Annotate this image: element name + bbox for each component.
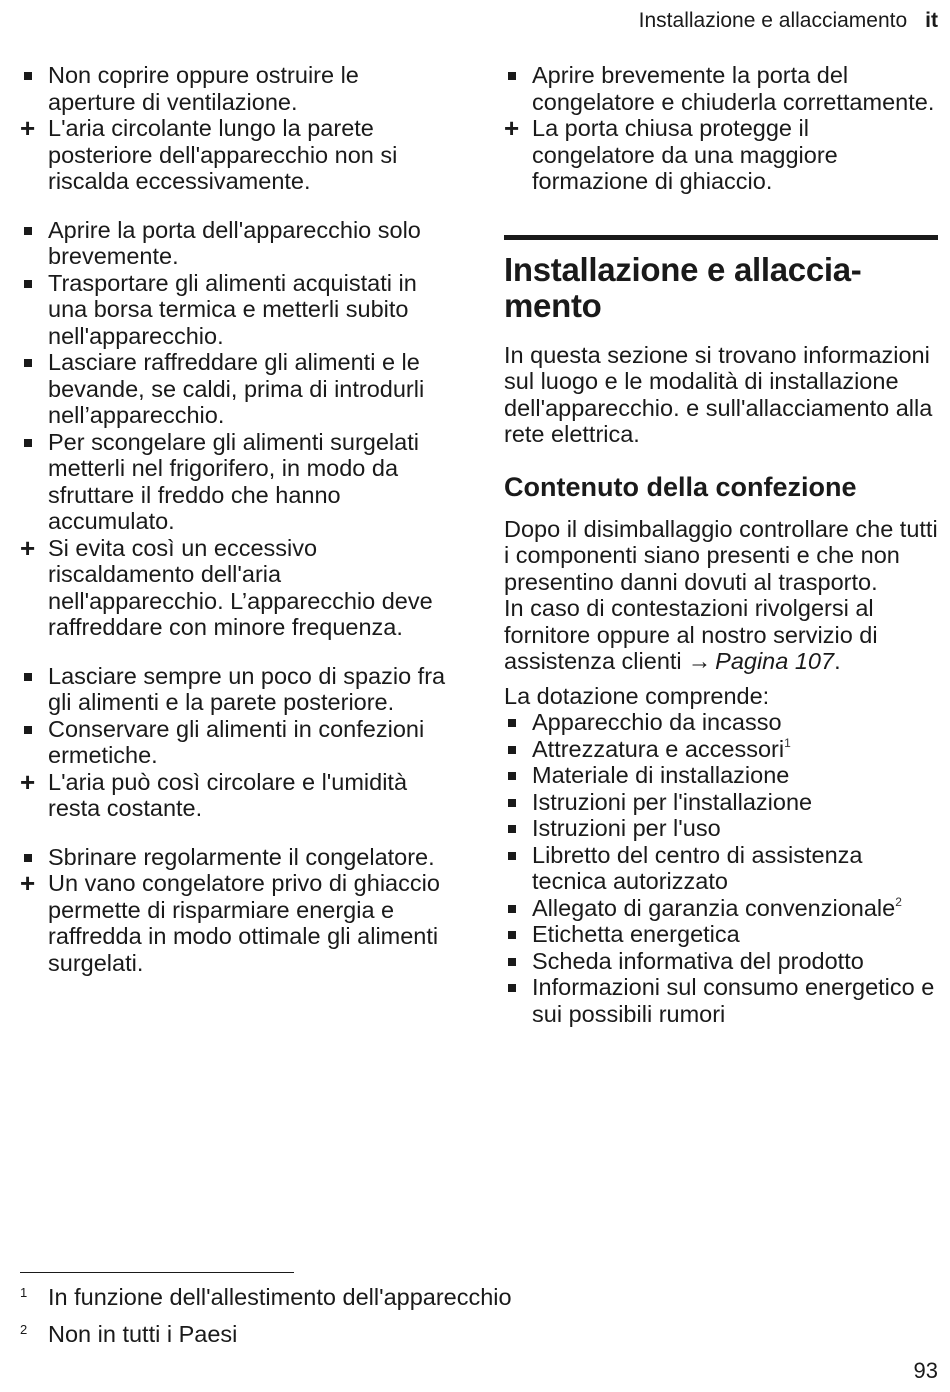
arrow-right-icon: → [687,648,712,674]
instruction-item: Per scongelare gli alimenti surgelati metterli nel frigorifero, in modo da sfruttare il freddo che hanno accumulato. [20,429,450,535]
instruction-item: Lasciare raffreddare gli alimenti e le bevande, se caldi, prima di introdurli nell’apparecchio. [20,349,450,429]
page-number: 93 [913,1357,938,1383]
list-item: Istruzioni per l'uso [504,815,938,842]
paragraph: Dopo il disimballaggio controllare che tutti i componenti siano presenti e che non presentino danni dovuti al trasporto. [504,515,938,595]
result-item: + L'aria può così circolare e l'umidità resta costante. [20,766,408,821]
footnote-number: 2 [20,1321,28,1337]
instruction-item: Aprire brevemente la porta del congelatore e chiuderla correttamente. [504,62,938,115]
square-bullet-icon [20,217,40,244]
square-bullet-icon [504,921,524,948]
plus-icon: + [20,532,36,563]
instruction-item: Aprire la porta dell'apparecchio solo brevemente. [20,217,450,270]
list-item: Etichetta energetica [504,921,938,948]
instruction-item: Conservare gli alimenti in confezioni ermetiche. [20,716,450,769]
plus-icon: + [504,113,520,143]
footnotes [20,1284,720,1357]
square-bullet-icon [504,895,524,922]
square-bullet-icon [504,62,524,89]
right-column [504,62,938,1027]
instruction-item: Trasportare gli alimenti acquistati in una borsa termica e metterli subito nell'apparecchio. [20,270,450,350]
header-language-code: it [925,9,938,32]
list-item: Materiale di installazione [504,762,938,789]
footnote-number: 1 [20,1285,28,1300]
section-divider [504,235,938,240]
square-bullet-icon [20,663,40,690]
list-item: Allegato di garanzia convenzionale$^2$ [504,895,938,922]
square-bullet-icon [504,974,524,1001]
list-item: Informazioni sul consumo energetico e sui possibili rumori [504,974,938,1027]
square-bullet-icon [504,762,524,789]
subsection-heading: Contenuto della confezione [504,471,857,502]
square-bullet-icon [20,429,40,456]
list-item: Libretto del centro di assistenza tecnica autorizzato [504,842,938,895]
result-item: + Si evita così un eccessivo riscaldamento dell'aria nell'apparecchio. L’apparecchio deve raffreddare con minore frequenza. [20,532,433,640]
square-bullet-icon [504,789,524,816]
square-bullet-icon [504,709,524,736]
footnote [20,1321,720,1348]
square-bullet-icon [504,815,524,842]
footnote-divider [20,1272,294,1273]
list-item: Attrezzatura e accessori$^1$ [504,736,938,763]
square-bullet-icon [20,716,40,743]
square-bullet-icon [20,62,40,89]
list-item: Apparecchio da incasso [504,709,938,736]
instruction-item: Non coprire oppure ostruire le aperture di ventilazione. [20,62,450,115]
footnote-text: Non in tutti i Paesi [48,1320,238,1347]
list-item: Istruzioni per l'installazione [504,789,938,816]
instruction-item: Sbrinare regolarmente il congelatore. [20,844,450,871]
result-item: + Un vano congelatore privo di ghiaccio permette di risparmiare energia e raffredda in modo ottimale gli alimenti surgelati. [20,868,440,976]
section-heading: Installazione e allaccia-mento [504,250,862,324]
plus-icon: + [20,113,36,143]
list-intro: La dotazione comprende: [504,682,770,709]
footnote-text: In funzione dell'allestimento dell'apparecchio [48,1284,512,1310]
square-bullet-icon [504,948,524,975]
footnote [20,1284,720,1311]
footnote-marker[interactable]: 1 [784,735,791,750]
result-item: + L'aria circolante lungo la parete posteriore dell'apparecchio non si riscalda eccessivamente. [20,113,398,194]
square-bullet-icon [504,736,524,763]
plus-icon: + [20,868,36,898]
running-header [639,8,938,34]
square-bullet-icon [504,842,524,869]
square-bullet-icon [20,844,40,871]
square-bullet-icon [20,270,40,297]
instruction-item: Lasciare sempre un poco di spazio fra gli alimenti e la parete posteriore. [20,663,450,716]
plus-icon: + [20,766,36,797]
list-item: Scheda informativa del prodotto [504,948,938,975]
left-column [20,62,450,976]
square-bullet-icon [20,349,40,376]
header-section-title: Installazione e allacciamento [638,9,908,32]
result-item: + La porta chiusa protegge il congelatore da una maggiore formazione di ghiaccio. [504,113,838,194]
section-intro: In questa sezione si trovano informazioni sul luogo e le modalità di installazione dell'apparecchio. e sull'allacciamento alla rete elettrica. [504,341,933,447]
page-reference-link[interactable]: Pagina 107 [715,648,835,674]
paragraph-with-reference: In caso di contestazioni rivolgersi al fornitore oppure al nostro servizio di assistenza clienti → Pagina 107. [504,595,878,674]
footnote-marker[interactable]: 2 [895,894,902,909]
